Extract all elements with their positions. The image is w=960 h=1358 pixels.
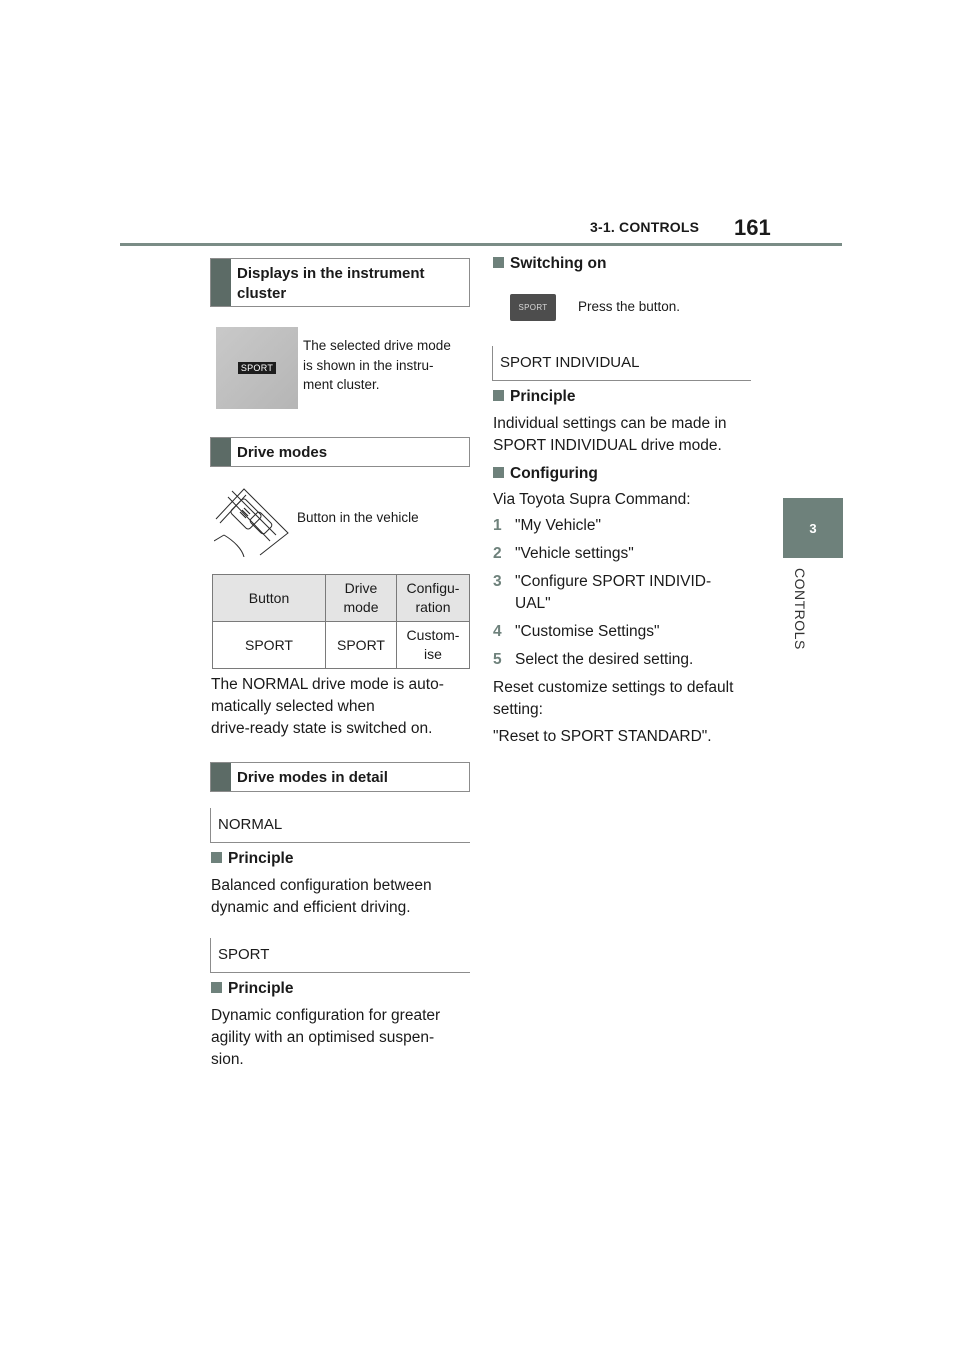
bullet-heading-text: Principle [228, 980, 294, 997]
cell-line: Drive [344, 580, 378, 596]
bullet-square [211, 852, 222, 863]
text-line: The NORMAL drive mode is auto- [211, 676, 444, 693]
step-text-line: "Configure SPORT INDIVID- [515, 573, 712, 590]
cell-line: ration [415, 599, 451, 615]
page-number: 161 [734, 215, 771, 240]
principle-heading-sport [211, 980, 293, 998]
subheading-text: SPORT [218, 946, 270, 963]
text-line: agility with an optimised suspen- [211, 1029, 435, 1046]
drive-modes-table [212, 574, 470, 669]
cell-line: mode [343, 599, 379, 615]
principle-heading-individual [493, 388, 575, 406]
reset-text [493, 677, 763, 721]
bullet-square [493, 390, 504, 401]
step-text: Select the desired setting. [515, 651, 694, 668]
principle-text-normal [211, 875, 471, 919]
heading-bar [211, 763, 231, 791]
cluster-caption [303, 336, 473, 395]
sport-badge: SPORT [238, 362, 276, 374]
table-header-cell [213, 575, 326, 622]
caption-line: ment cluster. [303, 377, 380, 392]
bullet-heading-text: Switching on [510, 255, 607, 272]
step-text: "Customise Settings" [515, 623, 660, 640]
press-button-text: Press the button. [578, 299, 681, 314]
step-number: 5 [493, 651, 502, 668]
heading-drive-modes-detail [210, 762, 470, 792]
subheading-text: NORMAL [218, 816, 283, 833]
chapter-tab: 3 [783, 498, 843, 558]
bullet-square [493, 257, 504, 268]
step-text [515, 571, 755, 615]
table-header-cell [397, 575, 470, 622]
sport-button-image: SPORT [510, 294, 556, 321]
subheading-sport-individual [492, 346, 751, 381]
step-number: 2 [493, 545, 502, 562]
step-number: 1 [493, 517, 502, 534]
normal-mode-paragraph [211, 674, 471, 740]
heading-text: Drive modes [237, 444, 328, 461]
header-rule [120, 243, 842, 246]
caption-line: is shown in the instru- [303, 357, 434, 373]
instrument-cluster-image [216, 327, 298, 409]
principle-text-individual [493, 413, 763, 457]
text-line: Reset customize settings to default [493, 679, 734, 696]
heading-bar [211, 438, 231, 466]
step-number: 3 [493, 573, 502, 590]
heading-text: Drive modes in detail [237, 769, 388, 786]
subheading-text: SPORT INDIVIDUAL [500, 354, 640, 371]
text-line: sion. [211, 1051, 244, 1068]
table-header-row [213, 575, 470, 622]
subheading-sport [210, 938, 470, 973]
button-caption: Button in the vehicle [297, 510, 419, 525]
table-cell [213, 622, 326, 669]
bullet-square [211, 982, 222, 993]
cell-line: SPORT [245, 636, 293, 653]
bullet-square [493, 467, 504, 478]
bullet-heading-text: Principle [228, 850, 294, 867]
switching-on-heading [493, 255, 606, 273]
bullet-heading-text: Principle [510, 388, 576, 405]
principle-heading-normal [211, 850, 293, 868]
table-row [213, 622, 470, 669]
heading-displays [210, 258, 470, 307]
chapter-label: CONTROLS [792, 568, 808, 650]
cell-line: Custom- [406, 627, 460, 643]
text-line: dynamic and efficient driving. [211, 899, 411, 916]
text-line: matically selected when [211, 698, 375, 715]
vehicle-button-illustration [214, 483, 290, 557]
text-line: SPORT INDIVIDUAL drive mode. [493, 437, 722, 454]
chapter-label-wrap [776, 568, 816, 668]
heading-drive-modes [210, 437, 470, 467]
step-item [493, 571, 763, 615]
heading-bar [211, 259, 231, 306]
table-cell [397, 622, 470, 669]
via-command-text: Via Toyota Supra Command: [493, 491, 691, 508]
subheading-normal [210, 808, 470, 843]
text-line: drive-ready state is switched on. [211, 720, 433, 737]
cell-line: Button [248, 589, 290, 606]
caption-line: The selected drive mode [303, 338, 451, 353]
principle-text-sport [211, 1005, 471, 1071]
configuring-heading [493, 465, 598, 483]
section-title: 3-1. CONTROLS [590, 219, 700, 235]
step-number: 4 [493, 623, 502, 640]
cell-line: SPORT [337, 636, 385, 653]
step-text: "My Vehicle" [515, 517, 601, 534]
step-text: "Vehicle settings" [515, 545, 634, 562]
text-line: setting: [493, 701, 543, 718]
heading-text: Displays in the instrument cluster [237, 265, 425, 302]
text-line: Dynamic configuration for greater [211, 1007, 441, 1024]
step-text-line: UAL" [515, 595, 551, 612]
reset-command-text: "Reset to SPORT STANDARD". [493, 728, 712, 745]
cell-line: ise [424, 646, 442, 662]
table-cell [326, 622, 397, 669]
cell-line: Configu- [406, 580, 460, 596]
table-header-cell [326, 575, 397, 622]
bullet-heading-text: Configuring [510, 465, 598, 482]
text-line: Individual settings can be made in [493, 415, 727, 432]
text-line: Balanced configuration between [211, 877, 432, 894]
